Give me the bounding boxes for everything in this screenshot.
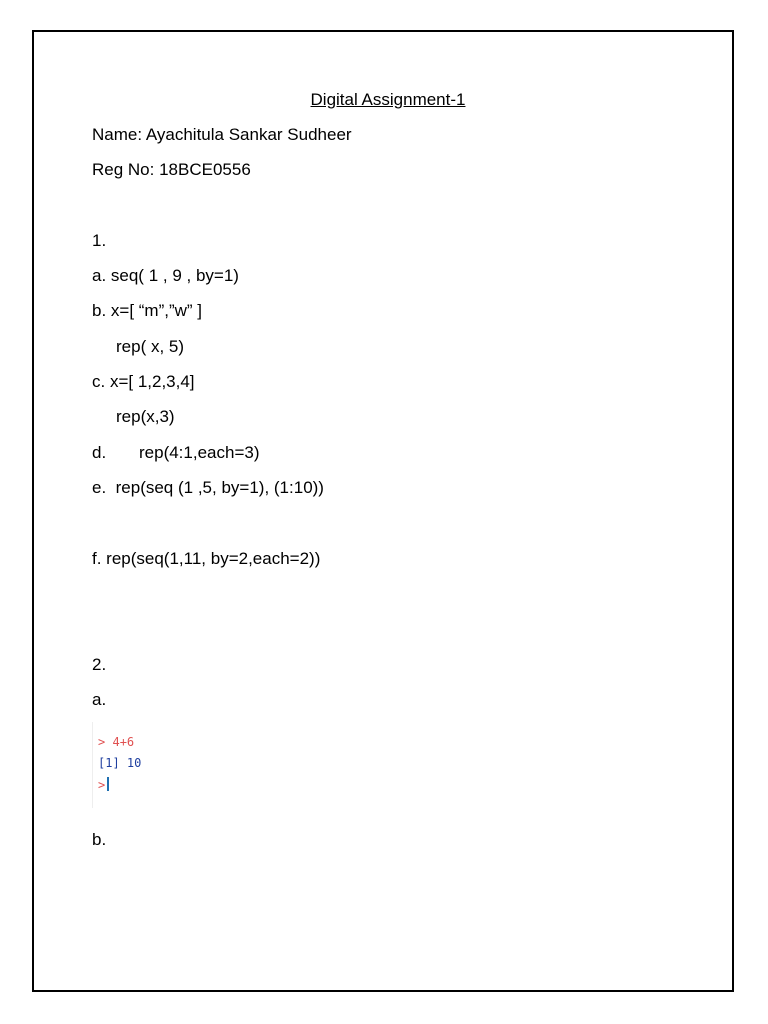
console-output-row (98, 753, 141, 773)
text-cursor-icon (107, 777, 109, 791)
reg-line: Reg No: 18BCE0556 (92, 160, 251, 179)
console-prompt-2: > (98, 778, 106, 792)
q1-part-b-line2: rep( x, 5) (116, 337, 185, 356)
name-line: Name: Ayachitula Sankar Sudheer (92, 125, 352, 144)
q1-part-a: a. seq( 1 , 9 , by=1) (92, 266, 239, 285)
q1-part-b-line1: b. x=[ “m”,”w” ] (92, 301, 203, 320)
console-command-row (98, 732, 134, 752)
q2-part-b: b. (92, 830, 107, 849)
q1-part-f: f. rep(seq(1,11, by=2,each=2)) (92, 549, 321, 568)
document-title: Digital Assignment-1 (310, 90, 466, 109)
r-console-screenshot (92, 722, 177, 808)
q1-part-c-line1: c. x=[ 1,2,3,4] (92, 372, 195, 391)
q1-part-c-line2: rep(x,3) (116, 407, 175, 426)
question-2-number: 2. (92, 655, 107, 674)
q1-part-e: e. rep(seq (1 ,5, by=1), (1:10)) (92, 478, 324, 497)
question-1-number: 1. (92, 231, 107, 250)
q2-part-a: a. (92, 690, 107, 709)
console-prompt-row (98, 775, 109, 795)
q1-part-d-label: d. (92, 443, 107, 462)
console-output-value: 10 (126, 756, 142, 770)
console-command: 4+6 (112, 735, 135, 749)
q1-part-d-code: rep(4:1,each=3) (139, 443, 260, 462)
console-output-index: [1] (98, 756, 120, 770)
console-prompt: > (98, 735, 106, 749)
